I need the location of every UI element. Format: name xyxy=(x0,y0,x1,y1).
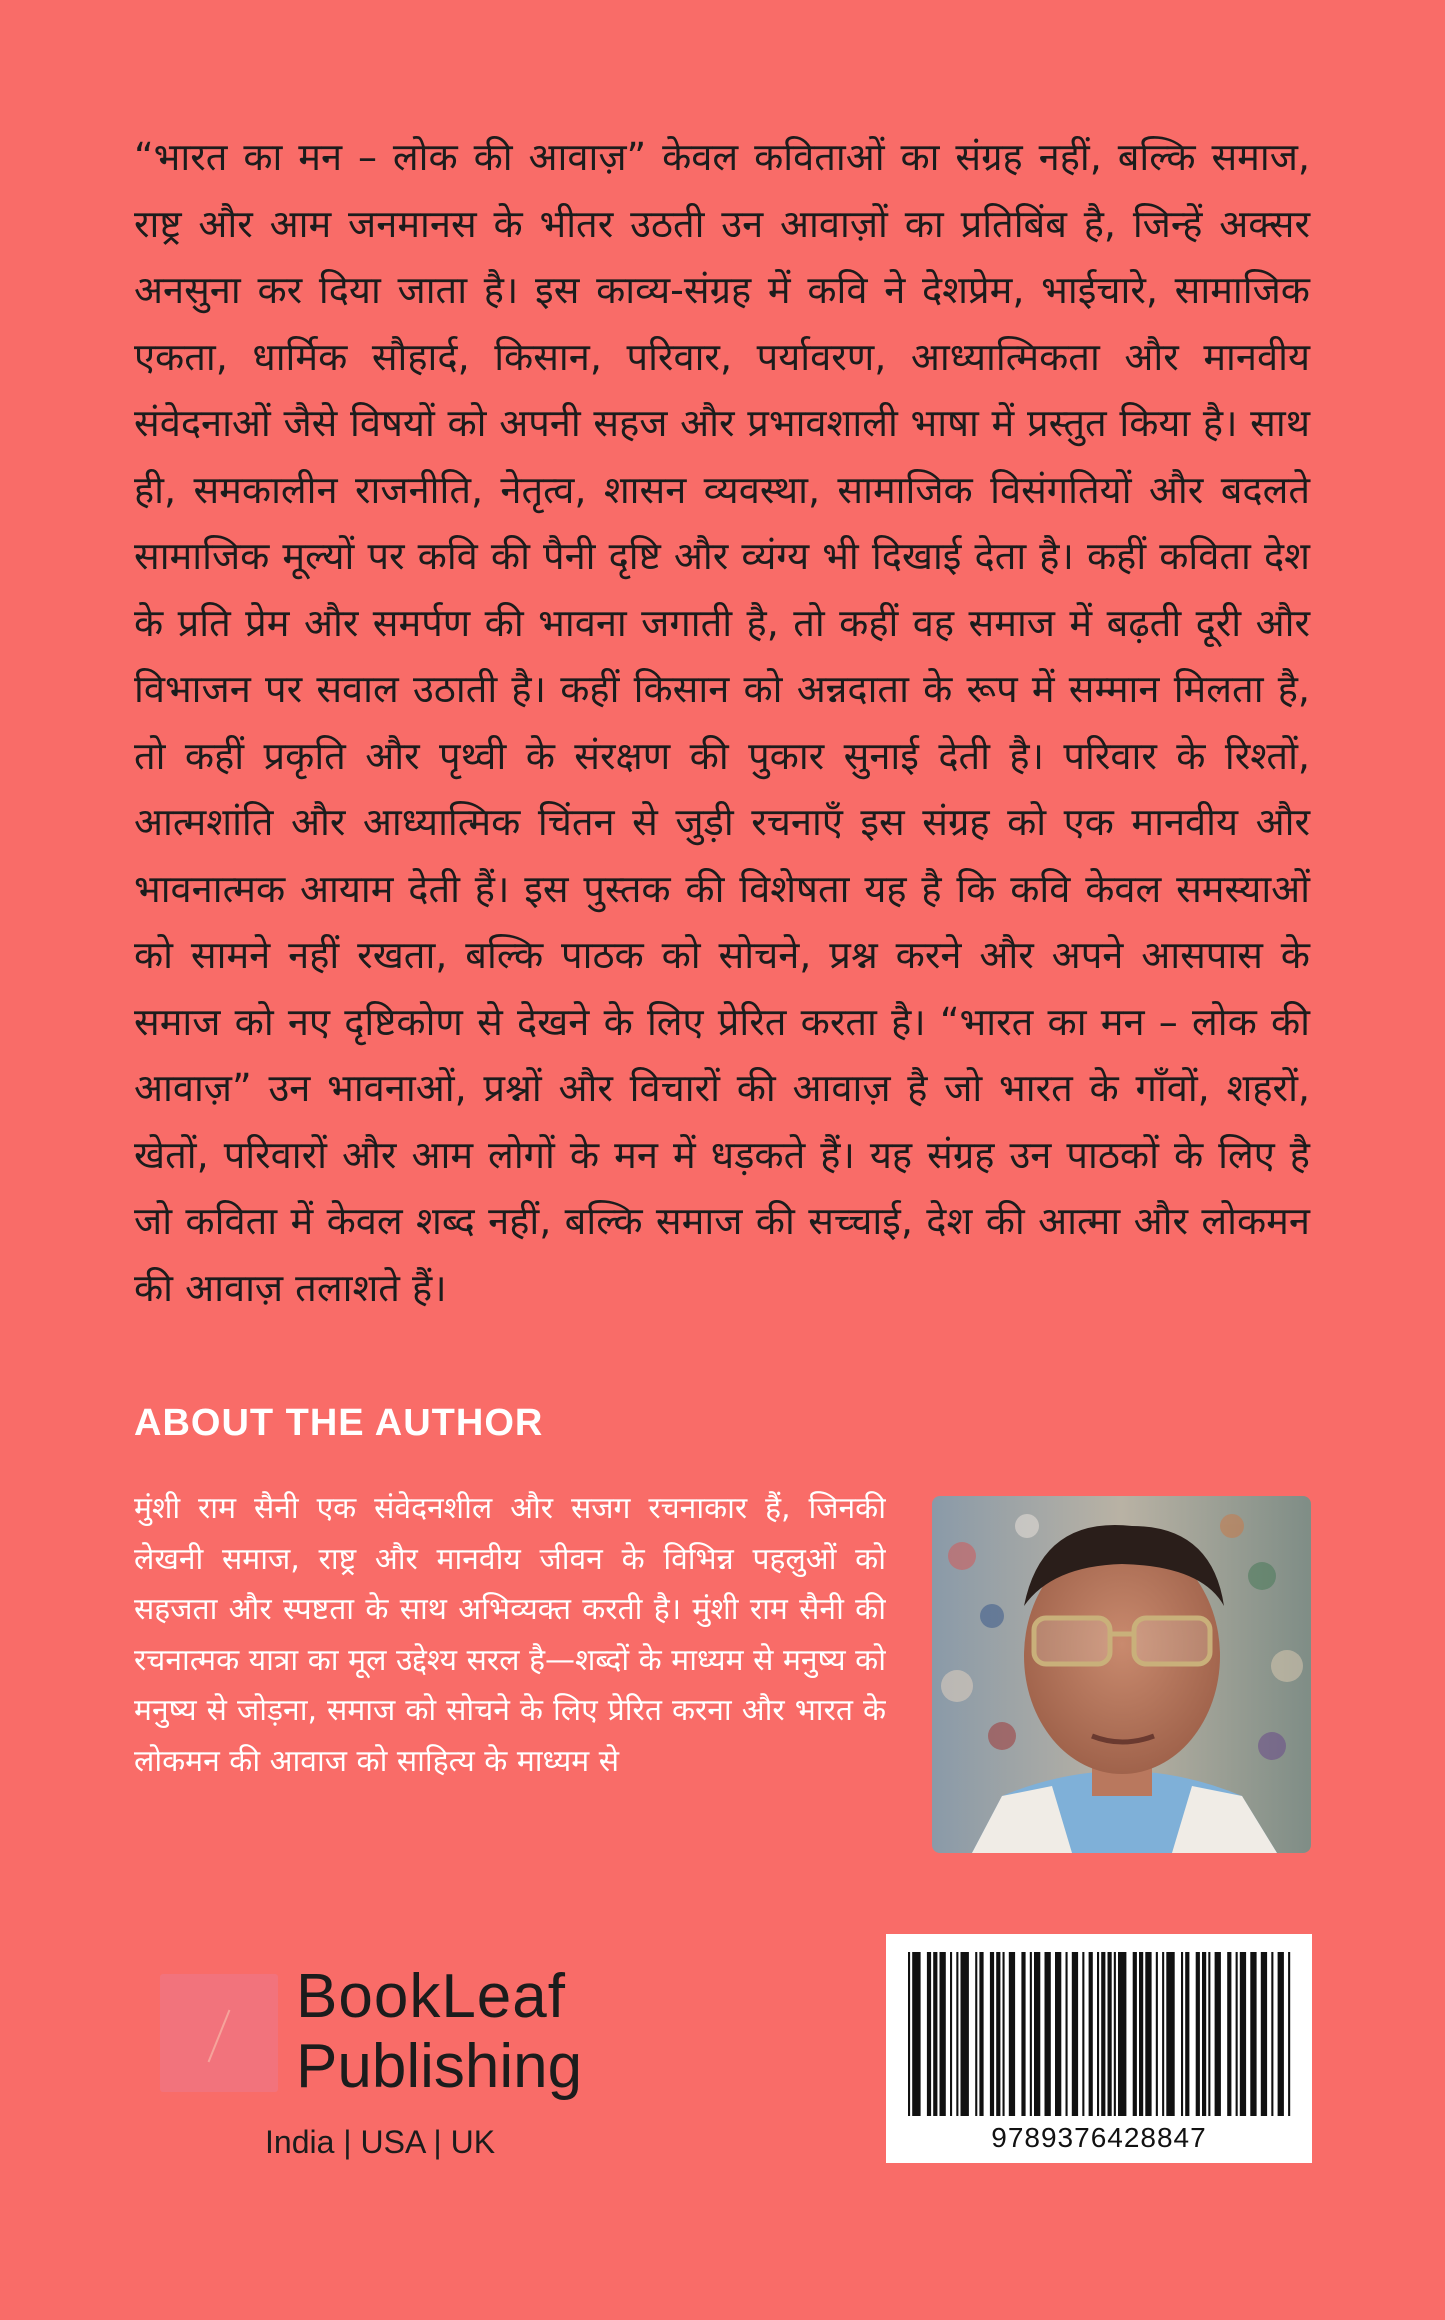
bookleaf-logo-icon xyxy=(160,1974,278,2092)
about-author-heading: ABOUT THE AUTHOR xyxy=(134,1402,544,1444)
publisher-name-line2: Publishing xyxy=(296,2032,583,2101)
author-bio: मुंशी राम सैनी एक संवेदनशील और सजग रचनाकार हैं, जिनकी लेखनी समाज, राष्ट्र और मानवीय जीवन के विभिन्न पहलुओं को सहजता और स्पष्टता के साथ अभिव्यक्त करती है। मुंशी राम सैनी की रचनात्मक यात्रा का मूल उद्देश्य सरल है—शब्दों के माध्यम से मनुष्य को मनुष्य से जोड़ना, समाज को सोचने के लिए प्रेरित करना और भारत के लोकमन की आवाज को साहित्य के माध्यम से xyxy=(134,1491,886,1779)
isbn-number: 9789376428847 xyxy=(991,2122,1207,2153)
book-blurb: “भारत का मन – लोक की आवाज़” केवल कविताओं का संग्रह नहीं, बल्कि समाज, राष्ट्र और आम जनमानस के भीतर उठती उन आवाज़ों का प्रतिबिंब है, जिन्हें अक्सर अनसुना कर दिया जाता है। इस काव्य-संग्रह में कवि ने देशप्रेम, भाईचारे, सामाजिक एकता, धार्मिक सौहार्द, किसान, परिवार, पर्यावरण, आध्यात्मिकता और मानवीय संवेदनाओं जैसे विषयों को अपनी सहज और प्रभावशाली भाषा में प्रस्तुत किया है। साथ ही, समकालीन राजनीति, नेतृत्व, शासन व्यवस्था, सामाजिक विसंगतियों और बदलते सामाजिक मूल्यों पर कवि की पैनी दृष्टि और व्यंग्य भी दिखाई देता है। कहीं कविता देश के प्रति प्रेम और समर्पण की भावना जगाती है, तो कहीं वह समाज में बढ़ती दूरी और विभाजन पर सवाल उठाती है। कहीं किसान को अन्नदाता के रूप में सम्मान मिलता है, तो कहीं प्रकृति और पृथ्वी के संरक्षण की पुकार सुनाई देती है। परिवार के रिश्तों, आत्मशांति और आध्यात्मिक चिंतन से जुड़ी रचनाएँ इस संग्रह को एक मानवीय और भावनात्मक आयाम देती हैं। इस पुस्तक की विशेषता यह है कि कवि केवल समस्याओं को सामने नहीं रखता, बल्कि पाठक को सोचने, प्रश्न करने और अपने आसपास के समाज को नए दृष्टिकोण से देखने के लिए प्रेरित करता है। “भारत का मन – लोक की आवाज़” उन भावनाओं, प्रश्नों और विचारों की आवाज़ है जो भारत के गाँवों, शहरों, खेतों, परिवारों और आम लोगों के मन में धड़कते हैं। यह संग्रह उन पाठकों के लिए है जो कविता में केवल शब्द नहीं, बल्कि समाज की सच्चाई, देश की आत्मा और लोकमन की आवाज़ तलाशते हैं। xyxy=(134,135,1310,1310)
publisher-regions: India | USA | UK xyxy=(265,2124,496,2160)
author-photo xyxy=(932,1496,1311,1853)
barcode xyxy=(886,1934,1312,2163)
publisher-name-line1: BookLeaf xyxy=(296,1962,566,2031)
